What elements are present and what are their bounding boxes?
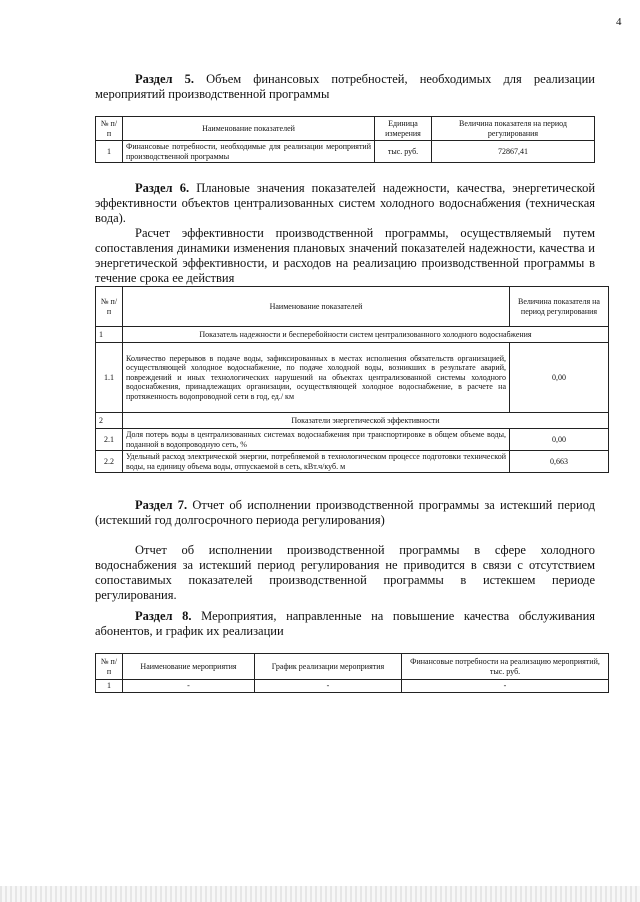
section8-heading [95,609,595,639]
table-cell: 1.1 [96,343,123,413]
section6-table [95,286,609,473]
table-cell: 1 [96,141,123,163]
table-cell: 1 [96,327,123,343]
table-header-row [96,654,609,680]
table-cell: 1 [96,680,123,693]
section5-heading [95,72,595,102]
table-group-row [96,327,609,343]
table-cell: тыс. руб. [375,141,432,163]
header-cell: Финансовые потребности на реализацию мероприятий, тыс. руб. [402,654,609,680]
table-cell: Показатели энергетической эффективности [123,413,609,429]
section8-table [95,653,609,693]
header-cell: № п/п [96,654,123,680]
table-cell: - [402,680,609,693]
table-row [96,343,609,413]
table-cell: 2 [96,413,123,429]
table-header-row [96,287,609,327]
table-cell: 2.2 [96,451,123,473]
table-row [96,451,609,473]
header-cell: Единица измерения [375,117,432,141]
header-cell: Величина показателя на период регулирования [510,287,609,327]
table-cell: Удельный расход электрической энергии, потребляемой в технологическом процессе подготовки технической воды, на единицу объема воды, отпускаемой в сеть, кВт.ч/куб. м [123,451,510,473]
table-group-row [96,413,609,429]
section5-label: Раздел 5. [135,72,195,86]
section8-label: Раздел 8. [135,609,192,623]
header-cell: Наименование показателей [123,117,375,141]
table-row [96,141,595,163]
section8-title: Мероприятия, направленные на повышение качества обслуживания абонентов, и график их реализации [95,609,596,638]
table-cell: 0,00 [510,343,609,413]
section7-label: Раздел 7. [135,498,188,512]
section7-paragraph: Отчет об исполнении производственной программы в сфере холодного водоснабжения за истекший период регулирования не приводится в связи с отсутствием сопоставимых показателей производственной программы в истекшем периоде регулирования. [95,543,595,602]
header-cell: График реализации мероприятия [255,654,402,680]
table-cell: 0,663 [510,451,609,473]
table-cell: - [255,680,402,693]
header-cell: № п/п [96,117,123,141]
section7-title: Отчет об исполнении производственной программы за истекший период (истекший год долгосрочного периода регулирования) [95,498,595,527]
header-cell: Наименование показателей [123,287,510,327]
table-row [96,429,609,451]
header-cell: № п/п [96,287,123,327]
page-number: 4 [616,16,622,28]
table-row [96,680,609,693]
header-cell: Величина показателя на период регулирования [432,117,595,141]
table-cell: Доля потерь воды в централизованных системах водоснабжения при транспортировке в общем объеме воды, поданной в водопроводную сеть, % [123,429,510,451]
table-header-row [96,117,595,141]
table-cell: Показатель надежности и бесперебойности систем централизованного холодного водоснабжения [123,327,609,343]
scan-edge-band [0,886,640,902]
table-cell: 72867,41 [432,141,595,163]
section5-table [95,116,595,163]
section6-title: Плановые значения показателей надежности, качества, энергетической эффективности объектов централизованных систем холодного водоснабжения (техническая вода). [95,181,596,225]
table-cell: - [123,680,255,693]
table-cell: 0,00 [510,429,609,451]
table-cell: Финансовые потребности, необходимые для реализации мероприятий производственной программы [123,141,375,163]
table-cell: 2.1 [96,429,123,451]
section6-paragraph: Расчет эффективности производственной программы, осуществляемый путем сопоставления динамики изменения плановых значений показателей надежности, качества и энергетической эффективности, и расходов на реализацию производственной программы в течение срока ее действия [95,226,595,285]
table-cell: Количество перерывов в подаче воды, зафиксированных в местах исполнения обязательств организацией, осуществляющей холодное водоснабжение, по подаче холодной воды, возникших в результате аварий, повреждений и иных технологических нарушений на объектах централизованной системы холодного водоснабжения, принадлежащих организации, осуществляющей холодное водоснабжение, в расчете на протяженность водопроводной сети в год, ед./ км [123,343,510,413]
section5-title: Объем финансовых потребностей, необходимых для реализации мероприятий производственной программы [95,72,595,101]
section6-heading [95,181,595,226]
header-cell: Наименование мероприятия [123,654,255,680]
section7-heading [95,498,595,528]
section6-label: Раздел 6. [135,181,190,195]
